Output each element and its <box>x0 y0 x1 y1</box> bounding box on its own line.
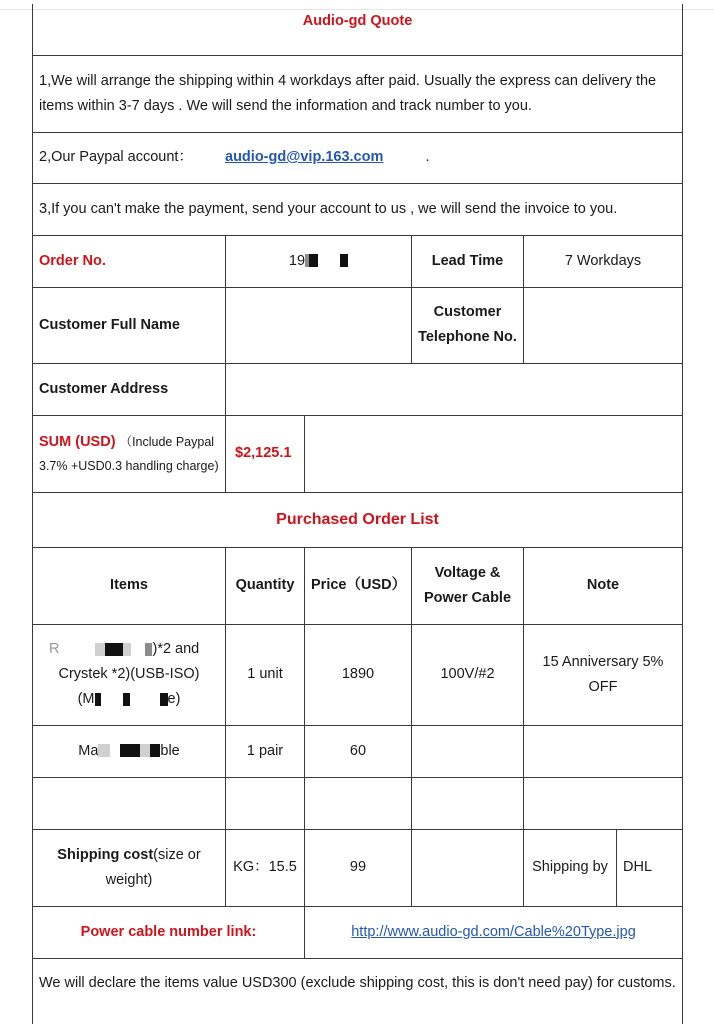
header-voltage-line1: Voltage & <box>434 564 501 581</box>
item-line-1-start: R <box>49 641 60 657</box>
redaction <box>160 693 168 706</box>
shipping-label <box>33 829 226 906</box>
item-cell <box>33 725 226 777</box>
item-line-1-end: )*2 and <box>152 641 200 657</box>
price-cell <box>305 777 412 829</box>
shipping-note: 1,We will arrange the shipping within 4 workdays after paid. Usually the express can delivery the items within 3-7 days . We will send the information and track number to you. <box>33 55 683 132</box>
order-no-text: 19 <box>288 252 306 269</box>
purchased-heading-row <box>33 492 683 547</box>
customer-phone-label-line2: Telephone No. <box>418 329 517 345</box>
price-cell: 1890 <box>305 624 412 725</box>
voltage-cell <box>412 725 524 777</box>
lead-time-value: 7 Workdays <box>524 235 683 287</box>
redaction <box>309 254 318 267</box>
note-cell <box>524 725 683 777</box>
redaction <box>140 744 150 757</box>
price-cell: 60 <box>305 725 412 777</box>
declare-note: We will declare the items value USD300 (exclude shipping cost, this is don't need pay) for customs. <box>33 958 683 1024</box>
note-cell <box>524 777 683 829</box>
customer-phone-label-line1: Customer <box>433 304 502 320</box>
power-cable-label: Power cable number link: <box>33 906 305 958</box>
quantity-cell: 1 pair <box>226 725 305 777</box>
invoice-note: 3,If you can't make the payment, send your account to us , we will send the invoice to you. <box>33 183 683 235</box>
paypal-note <box>33 132 683 183</box>
lead-time-label: Lead Time <box>412 235 524 287</box>
item-line-3-start: (M <box>77 691 95 707</box>
shipping-label-rest: (size or weight) <box>105 846 201 888</box>
quantity-cell <box>226 777 305 829</box>
item-cell <box>33 624 226 725</box>
header-price: Price（USD） <box>305 547 412 624</box>
item-line-2: Crystek *2)(USB-ISO) <box>58 666 200 682</box>
header-items: Items <box>33 547 226 624</box>
redaction <box>123 693 130 706</box>
table-row <box>33 777 683 829</box>
sum-note: （Include Paypal 3.7% +USD0.3 handling charge) <box>39 434 219 473</box>
item-line-3 <box>39 687 219 712</box>
paypal-row <box>33 132 683 183</box>
page-title: Audio-gd Quote <box>33 4 683 55</box>
header-note: Note <box>524 547 683 624</box>
header-voltage <box>412 547 524 624</box>
paypal-trailing-dot: . <box>425 149 430 165</box>
order-no-label: Order No. <box>33 235 226 287</box>
redaction <box>105 643 123 656</box>
quote-table <box>32 4 683 1024</box>
redaction <box>340 254 348 267</box>
redaction <box>123 643 131 656</box>
customer-phone-value <box>524 287 683 363</box>
shipping-weight: KG：15.5 <box>226 829 305 906</box>
redaction <box>95 643 105 656</box>
purchased-heading: Purchased Order List <box>33 492 683 547</box>
title-row <box>33 4 683 55</box>
order-row <box>33 235 683 287</box>
sum-empty <box>305 415 683 492</box>
sum-row <box>33 415 683 492</box>
shipping-voltage-empty <box>412 829 524 906</box>
power-cable-url-cell <box>305 906 683 958</box>
note-cell: 15 Anniversary 5% OFF <box>524 624 683 725</box>
item-line-3-end: e) <box>167 691 181 707</box>
header-quantity: Quantity <box>226 547 305 624</box>
voltage-cell: 100V/#2 <box>412 624 524 725</box>
shipping-row <box>33 829 683 906</box>
paypal-email-link[interactable]: audio-gd@vip.163.com <box>225 149 384 165</box>
customer-name-label: Customer Full Name <box>33 287 226 363</box>
redaction <box>95 693 101 706</box>
table-row <box>33 624 683 725</box>
paypal-label: 2,Our Paypal account： <box>39 149 193 165</box>
item-line-1 <box>39 637 219 662</box>
declare-row <box>33 958 683 1024</box>
customer-address-label: Customer Address <box>33 363 226 415</box>
sum-label-cell <box>33 415 226 492</box>
customer-name-value <box>226 287 412 363</box>
shipping-note-row <box>33 55 683 132</box>
customer-name-row <box>33 287 683 363</box>
sum-label: SUM (USD) <box>39 433 116 450</box>
invoice-row <box>33 183 683 235</box>
power-cable-row <box>33 906 683 958</box>
table-row <box>33 725 683 777</box>
sum-value: $2,125.1 <box>226 415 305 492</box>
redaction <box>98 744 110 757</box>
redaction <box>120 744 140 757</box>
customer-phone-label <box>412 287 524 363</box>
customer-address-value <box>226 363 683 415</box>
item-start: Ma <box>78 742 99 759</box>
voltage-cell <box>412 777 524 829</box>
power-cable-link[interactable]: http://www.audio-gd.com/Cable%20Type.jpg <box>351 923 636 940</box>
item-end: ble <box>160 742 180 759</box>
redaction <box>150 744 160 757</box>
purchased-header-row <box>33 547 683 624</box>
shipping-label-bold: Shipping cost <box>57 846 154 863</box>
customer-address-row <box>33 363 683 415</box>
shipping-price: 99 <box>305 829 412 906</box>
shipping-carrier: DHL <box>617 829 683 906</box>
shipping-by-label: Shipping by <box>524 829 617 906</box>
header-voltage-line2: Power Cable <box>423 589 512 606</box>
order-no-value <box>226 235 412 287</box>
item-cell <box>33 777 226 829</box>
quantity-cell: 1 unit <box>226 624 305 725</box>
